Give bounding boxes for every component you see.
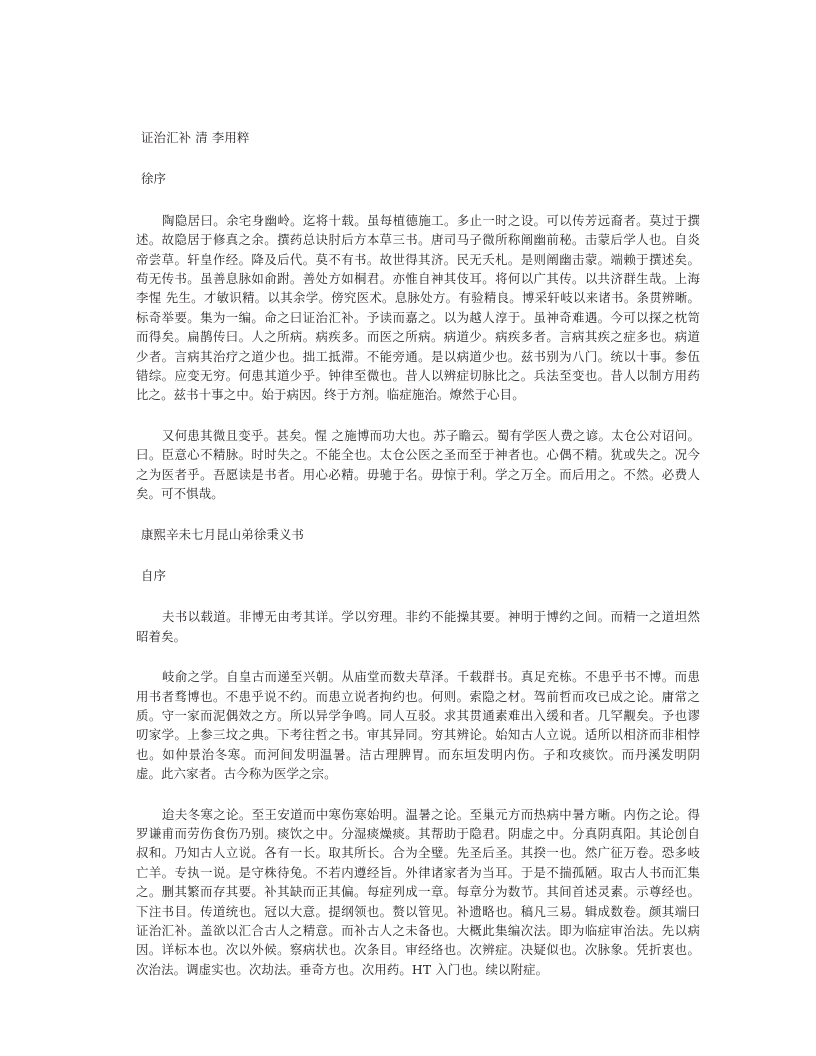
section-heading-xu-xu: 徐序: [141, 171, 167, 187]
paragraph-2: 又何患其微且变乎。甚矣。惺 之施博而功大也。苏子瞻云。蜀有学医人费之谚。太仓公对诏问。曰。臣意心不精脉。时时失之。不能全也。太仓公医之圣而至于神者也。心偶不精。犹或失之。况今之为医者乎。吾愿读是书者。用心必精。毋驰于名。毋惊于利。学之万全。而后用之。不然。必费人矣。可不惧哉。: [136, 427, 700, 502]
paragraph-1: 陶隐居曰。余宅身幽岭。迄将十载。虽每植德施工。多止一时之设。可以传芳远裔者。莫过于撰述。故隐居于修真之余。撰药总诀肘后方本草三书。唐司马子微所称阐幽前秘。击蒙后学人也。自炎帝尝草。轩皇作经。降及后代。莫不有书。故世得其济。民无夭札。是则阐幽击蒙。端赖于撰述矣。苟无传书。虽善息脉如俞跗。善处方如桐君。亦惟自神其伎耳。将何以广其传。以共济群生哉。上海李惺 先生。才敏识精。以其余学。傍究医术。息脉处方。有验精良。博采轩岐以来诸书。条贯辨晰。标奇举要。集为一编。命之曰证治汇补。予读而嘉之。以为越人淳于。虽神奇难遇。今可以探之枕笥而得矣。扁鹊传曰。人之所病。病疾多。而医之所病。病道少。病疾多者。言病其疾之症多也。病道少者。言病其治疗之道少也。拙工抵滞。不能旁通。是以病道少也。兹书别为八门。统以十事。参伍错综。应变无穷。何患其道少乎。钟律至微也。昔人以辨症切脉比之。兵法至变也。昔人以制方用药比之。兹书十事之中。始于病因。终于方剂。临症施治。燎然于心目。: [136, 212, 700, 403]
document-body: [136, 128, 700, 979]
paragraph-5: 迨夫冬寒之论。至王安道而中寒伤寒始明。温暑之论。至巢元方而热病中暑方晰。内伤之论。得罗谦甫而劳伤食伤乃别。痰饮之中。分湿痰燥痰。其帮助于隐君。阴虚之中。分真阴真阳。其论创自叔和。乃知古人立说。各有一长。取其所长。合为全璧。先圣后圣。其揆一也。然广征万卷。恐多岐亡羊。专执一说。是守株待兔。不若内遵经旨。外律诸家者为当耳。于是不揣孤陋。取古人书而汇集之。删其繁而存其要。补其缺而正其偏。每症列成一章。每章分为数节。其间首述灵素。示尊经也。下注书目。传道统也。冠以大意。提纲领也。赘以管见。补遗略也。稿凡三易。辑成数卷。颜其端曰证治汇补。盖欲以汇合古人之精意。而补古人之未备也。大概此集编次法。即为临症审治法。先以病因。详标本也。次以外候。察病状也。次条目。审经络也。次辨症。决疑似也。次脉象。凭折衷也。次治法。调虚实也。次劫法。垂奇方也。次用药。HT 入门也。续以附症。: [136, 806, 700, 977]
paragraph-3: 夫书以载道。非博无由考其详。学以穷理。非约不能操其要。神明于博约之间。而精一之道坦然昭着矣。: [136, 609, 700, 644]
section-heading-zi-xu: 自序: [141, 567, 167, 583]
document-title: 证治汇补 清 李用粹: [141, 130, 250, 145]
paragraph-4: 岐俞之学。自皇古而递至兴朝。从庙堂而数夫草泽。千载群书。真足充栋。不患乎书不博。而患用书者骛博也。不患乎说不约。而患立说者拘约也。何则。索隐之材。驾前哲而攻已成之论。庸常之质。守一家而泥偶效之方。所以异学争鸣。同人互驳。求其贯通素难出入缓和者。几罕觏矣。予也谬叨家学。上参三坟之典。下考往哲之书。审其异同。穷其辨论。始知古人立说。适所以相济而非相悖也。如仲景治冬寒。而河间发明温暑。洁古理脾胃。而东垣发明内伤。子和攻痰饮。而丹溪发明阴虚。此六家者。古今称为医学之宗。: [136, 669, 700, 782]
signature-line: 康熙辛未七月昆山弟徐秉义书: [141, 526, 305, 542]
